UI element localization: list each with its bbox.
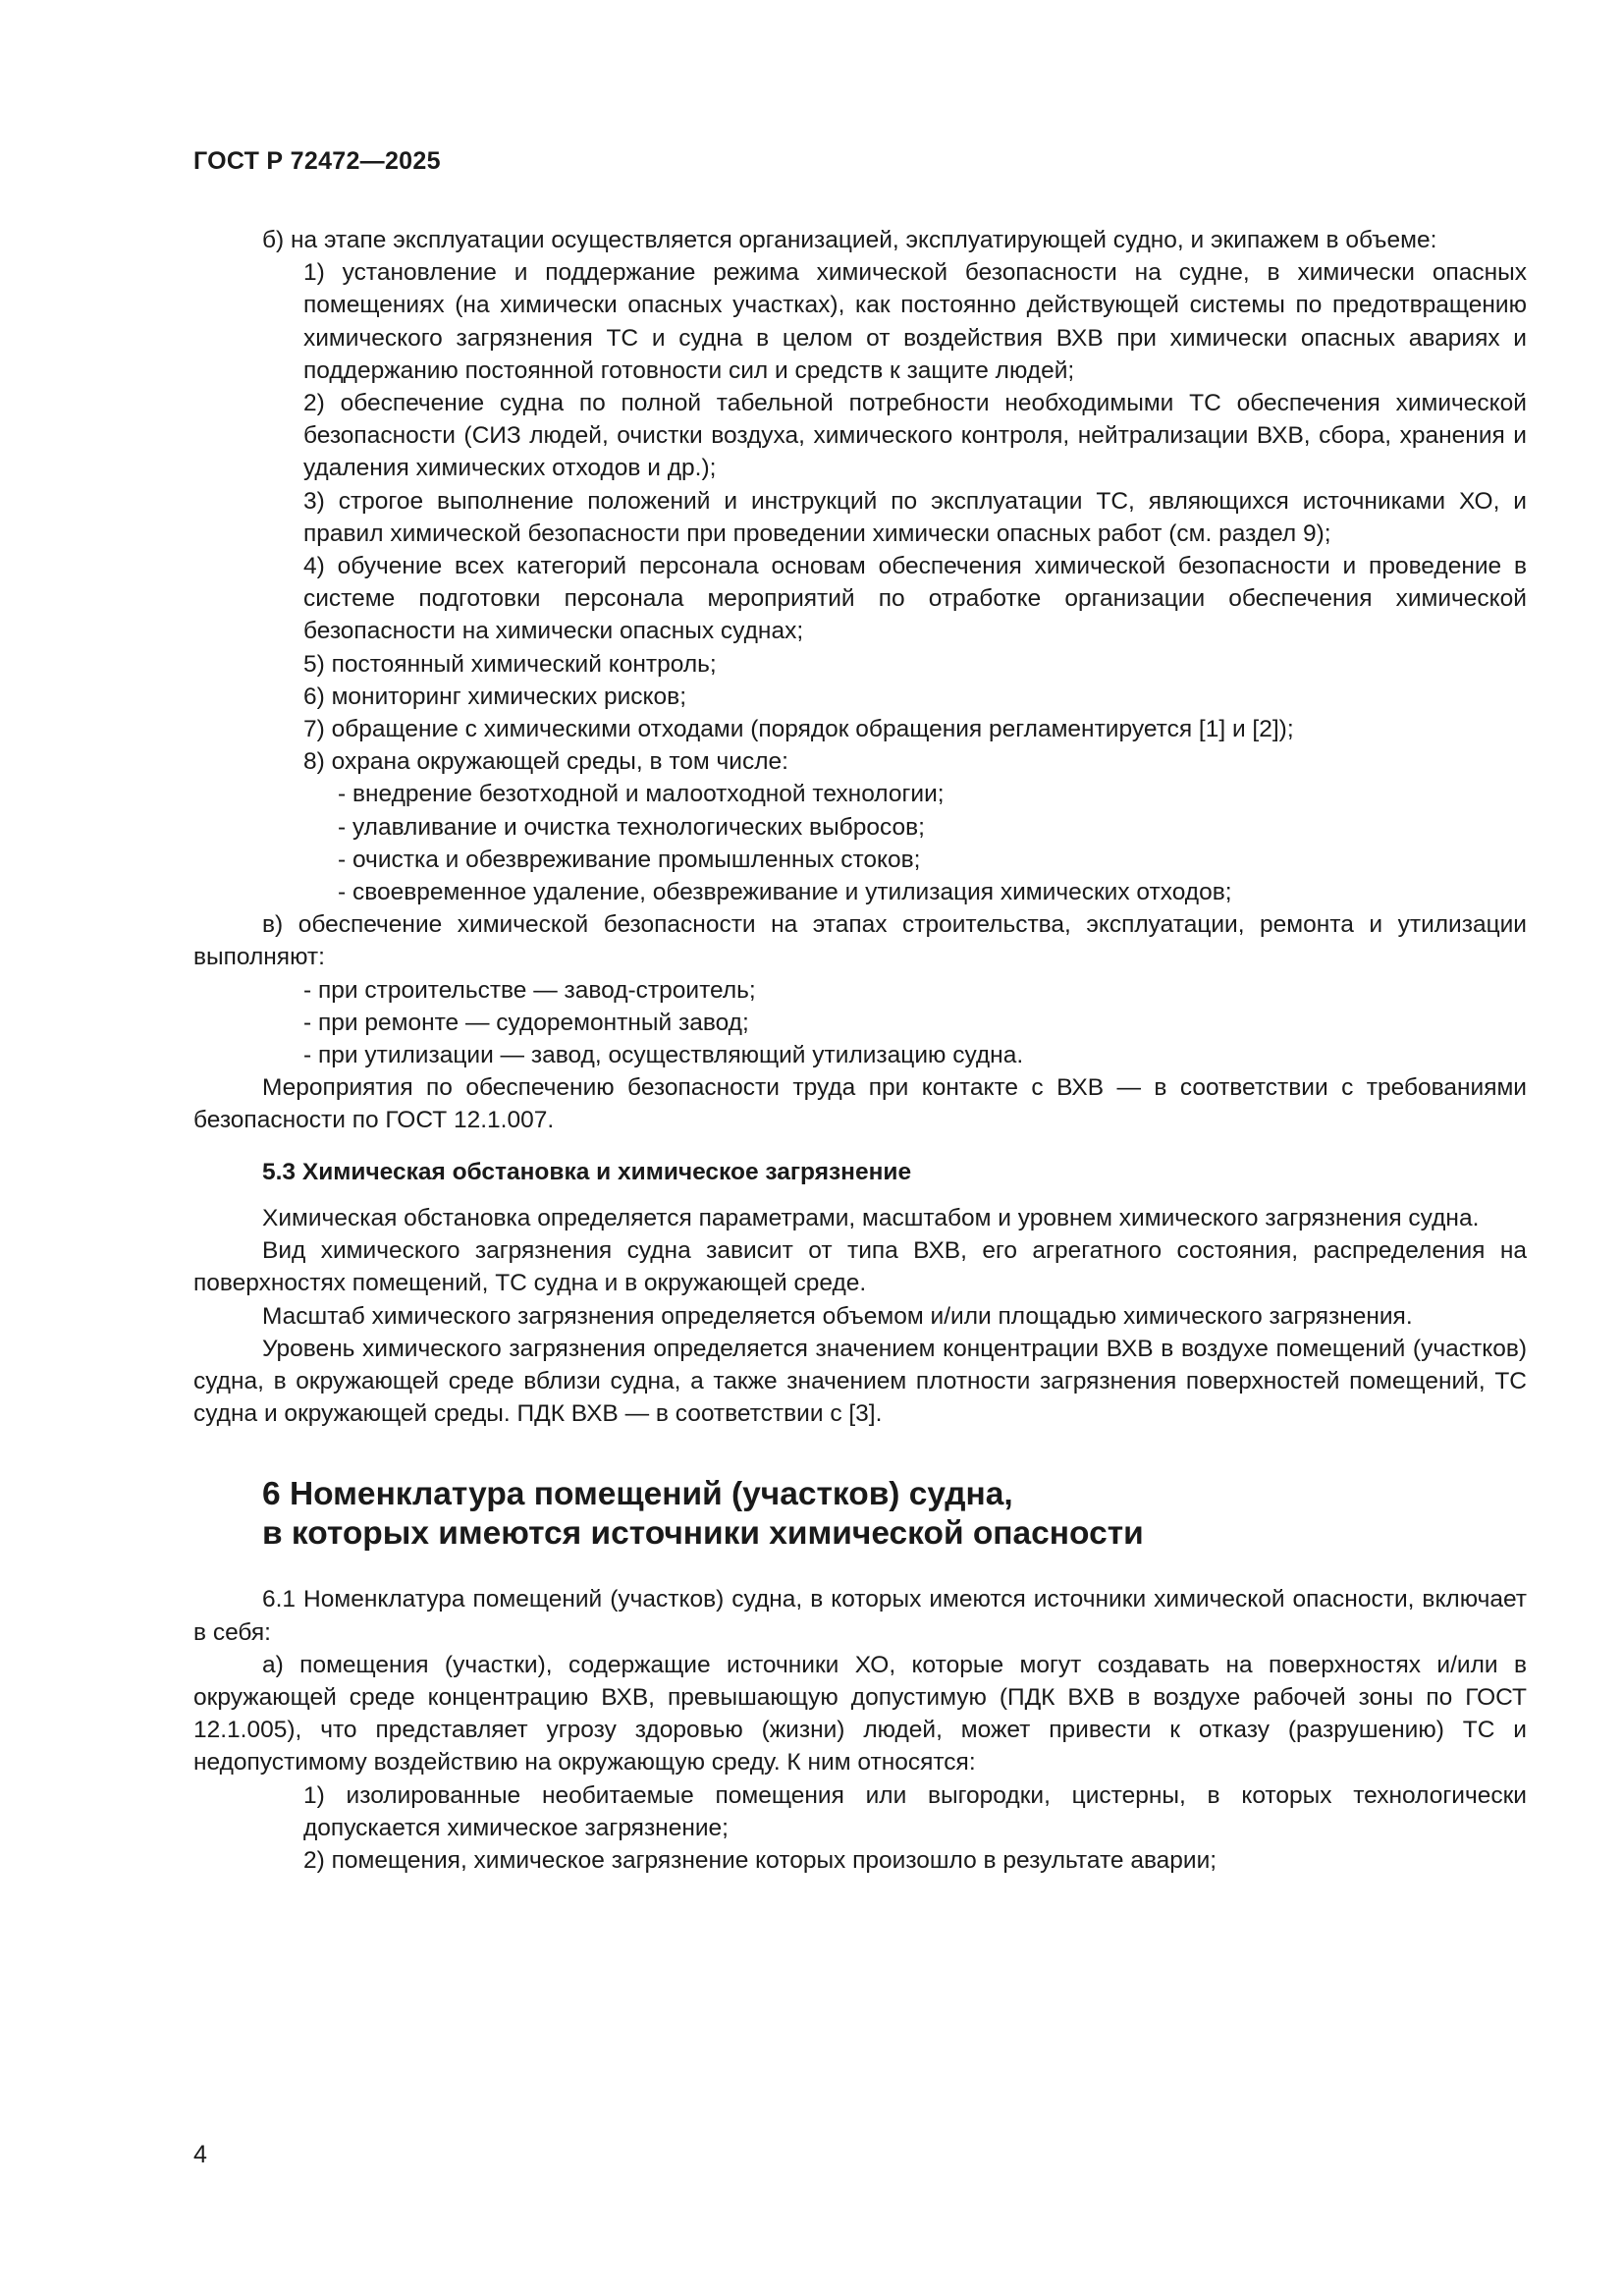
paragraph-6-1: 6.1 Номенклатура помещений (участков) судна, в которых имеются источники химической опасности, включает в себя: xyxy=(193,1586,1527,1646)
list-item-2: 2) обеспечение судна по полной табельной потребности необходимыми ТС обеспечения химической безопасности (СИЗ людей, очистки воздуха, химического контроля, нейтрализации ВХВ, сбора, хранения и удаления химических отходов и др.); xyxy=(303,390,1527,482)
list-item-7: 7) обращение с химическими отходами (порядок обращения регламентируется [1] и [2]); xyxy=(303,716,1294,743)
list-item-4: 4) обучение всех категорий персонала основам обеспечения химической безопасности и проведение в системе подготовки персонала мероприятий по отработке организации обеспечения химической безопасности на химически опасных суднах; xyxy=(303,553,1527,645)
paragraph: Масштаб химического загрязнения определяется объемом и/или площадью химического загрязнения. xyxy=(262,1302,1413,1330)
chapter-heading-6 xyxy=(193,1475,1527,1554)
paragraph: Химическая обстановка определяется параметрами, масштабом и уровнем химического загрязнения судна. xyxy=(262,1204,1480,1231)
list-item-2: 2) помещения, химическое загрязнение которых произошло в результате аварии; xyxy=(303,1846,1217,1874)
dash-item: - при строительстве — завод-строитель; xyxy=(303,976,756,1004)
dash-item: - улавливание и очистка технологических выбросов; xyxy=(338,813,925,841)
list-item-5: 5) постоянный химический контроль; xyxy=(303,650,717,678)
page-number: 4 xyxy=(193,2141,207,2168)
chapter-heading-line-2: в которых имеются источники химической опасности xyxy=(262,1515,1144,1553)
chapter-heading-line-1: 6 Номенклатура помещений (участков) судна, xyxy=(262,1476,1013,1513)
list-item-8: 8) охрана окружающей среды, в том числе: xyxy=(303,748,788,776)
list-item-1: 1) установление и поддержание режима химической безопасности на судне, в химически опасных помещениях (на химически опасных участках), как постоянно действующей системы по предотвращению химического загрязнения ТС и судна в целом от воздействия ВХВ при химически опасных авариях и поддержанию постоянной готовности сил и средств к защите людей; xyxy=(303,259,1527,384)
paragraph: Вид химического загрязнения судна зависит от типа ВХВ, его агрегатного состояния, распределения на поверхностях помещений, ТС судна и в окружающей среде. xyxy=(193,1237,1527,1297)
paragraph: Уровень химического загрязнения определяется значением концентрации ВХВ в воздухе помещений (участков) судна, в окружающей среде вблизи судна, а также значением плотности загрязнения поверхностей помещений, ТС судна и окружающей среды. ПДК ВХВ — в соответствии с [3]. xyxy=(193,1335,1527,1428)
document-body xyxy=(193,224,1527,1877)
dash-item: - при ремонте — судоремонтный завод; xyxy=(303,1009,749,1036)
dash-item: - внедрение безотходной и малоотходной технологии; xyxy=(338,781,945,808)
list-item-3: 3) строгое выполнение положений и инструкций по эксплуатации ТС, являющихся источниками ХО, и правил химической безопасности при проведении химически опасных работ (см. раздел 9); xyxy=(303,487,1527,547)
dash-item: - при утилизации — завод, осуществляющий утилизацию судна. xyxy=(303,1042,1024,1069)
dash-item: - очистка и обезвреживание промышленных стоков; xyxy=(338,846,921,873)
paragraph-v: в) обеспечение химической безопасности на этапах строительства, эксплуатации, ремонта и утилизации выполняют: xyxy=(193,911,1527,971)
dash-item: - своевременное удаление, обезвреживание и утилизация химических отходов; xyxy=(338,879,1232,906)
list-item-6: 6) мониторинг химических рисков; xyxy=(303,683,687,710)
document-header: ГОСТ Р 72472—2025 xyxy=(193,147,441,175)
paragraph-b: б) на этапе эксплуатации осуществляется организацией, эксплуатирующей судно, и экипажем в объеме: xyxy=(262,227,1437,253)
paragraph-labor-safety: Мероприятия по обеспечению безопасности труда при контакте с ВХВ — в соответствии с требованиями безопасности по ГОСТ 12.1.007. xyxy=(193,1074,1527,1134)
list-item-1: 1) изолированные необитаемые помещения или выгородки, цистерны, в которых технологически допускается химическое загрязнение; xyxy=(303,1781,1527,1841)
section-heading-5-3: 5.3 Химическая обстановка и химическое загрязнение xyxy=(262,1158,912,1185)
paragraph-6-1-a: а) помещения (участки), содержащие источники ХО, которые могут создавать на поверхностях и/или в окружающей среде концентрацию ВХВ, превышающую допустимую (ПДК ВХВ в воздухе рабочей зоны по ГОСТ 12.1.005), что представляет угрозу здоровью (жизни) людей, может привести к отказу (разрушению) ТС и недопустимому воздействию на окружающую среду. К ним относятся: xyxy=(193,1651,1527,1777)
